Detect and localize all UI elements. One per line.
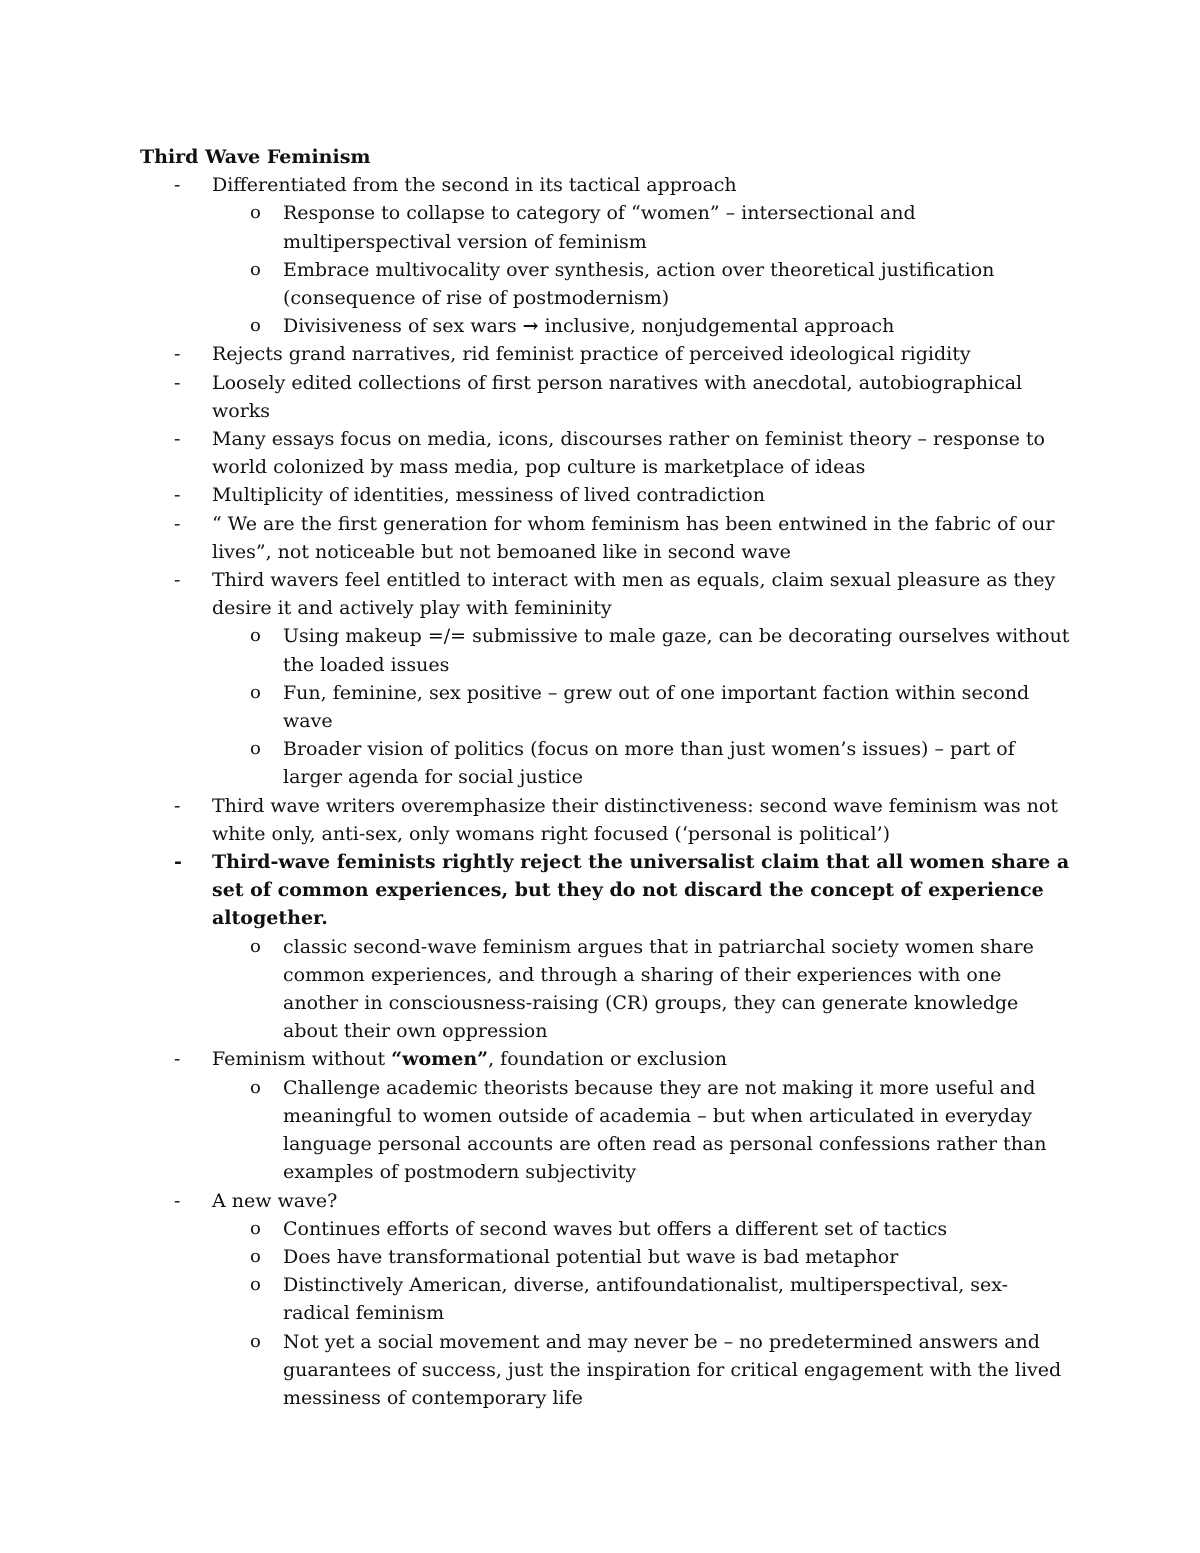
dash-marker: -: [174, 512, 181, 535]
sub-bullet-list: [212, 1074, 1070, 1187]
bullet-text: “ We are the first generation for whom feminism has been entwined in the fabric of our lives”, not noticeable but not bemoaned like in second wave: [212, 512, 1055, 563]
dash-marker: -: [174, 343, 181, 366]
circle-marker: o: [250, 1274, 261, 1296]
circle-marker: o: [250, 1076, 261, 1098]
dash-marker: -: [174, 428, 181, 451]
sub-bullet-list: [212, 933, 1070, 1046]
dash-marker: -: [174, 794, 181, 817]
bullet-item: [140, 566, 1070, 792]
sub-bullet-item: [212, 1215, 1070, 1243]
bullet-text-bold: Third-wave feminists rightly reject the universalist claim that all women share a set of common experiences, but they do not discard the concept of experience altogether.: [212, 851, 1070, 930]
sub-bullet-item: [212, 1243, 1070, 1271]
circle-marker: o: [250, 202, 261, 224]
sub-bullet-text: Broader vision of politics (focus on more than just women’s issues) – part of larger agenda for social justice: [283, 738, 1015, 789]
sub-bullet-item: [212, 1074, 1070, 1187]
bullet-item: [140, 792, 1070, 848]
bullet-text: Third wave writers overemphasize their distinctiveness: second wave feminism was not white only, anti-sex, only womans right focused (‘personal is political’): [212, 794, 1058, 845]
circle-marker: o: [250, 681, 261, 703]
bullet-text: Loosely edited collections of first person naratives with anecdotal, autobiographical works: [212, 371, 1023, 422]
sub-bullet-text: Continues efforts of second waves but offers a different set of tactics: [283, 1217, 948, 1240]
bullet-text-start: Feminism without: [212, 1048, 392, 1071]
sub-bullet-text: Fun, feminine, sex positive – grew out of one important faction within second wave: [283, 681, 1030, 733]
circle-marker: o: [250, 258, 261, 280]
sub-bullet-item: [212, 199, 1070, 255]
circle-marker: o: [250, 1330, 261, 1352]
bullet-item: [140, 425, 1070, 481]
main-bullet-list: [140, 171, 1070, 1412]
sub-bullet-text-start: Divisiveness of sex wars: [283, 315, 523, 338]
sub-bullet-item: [212, 312, 1070, 340]
sub-bullet-item: [212, 1271, 1070, 1327]
sub-bullet-text: classic second-wave feminism argues that in patriarchal society women share common experiences, and through a sharing of their experiences with one another in consciousness-raising (CR) groups, they can generate knowledge about their own oppression: [283, 935, 1034, 1043]
bullet-item: [140, 369, 1070, 425]
sub-bullet-list: [212, 1215, 1070, 1412]
sub-bullet-list: [212, 622, 1070, 791]
bullet-item-bold: [140, 848, 1070, 1045]
dash-marker: -: [174, 1189, 181, 1212]
bullet-text-bold-word: “women”: [391, 1048, 489, 1071]
sub-bullet-text: Response to collapse to category of “women” – intersectional and multiperspectival version of feminism: [283, 202, 916, 253]
dash-marker: -: [174, 851, 182, 874]
sub-bullet-text: Distinctively American, diverse, antifoundationalist, multiperspectival, sex-radical feminism: [283, 1274, 1009, 1325]
sub-bullet-text: Does have transformational potential but wave is bad metaphor: [283, 1245, 899, 1268]
sub-bullet-item: [212, 679, 1070, 735]
sub-bullet-item: [212, 933, 1070, 1046]
sub-bullet-text: Embrace multivocality over synthesis, action over theoretical justification (consequence of rise of postmodernism): [283, 258, 995, 309]
bullet-item: [140, 481, 1070, 509]
bullet-text: Rejects grand narratives, rid feminist practice of perceived ideological rigidity: [212, 343, 971, 366]
bullet-item: [140, 340, 1070, 368]
dash-marker: -: [174, 1048, 181, 1071]
sub-bullet-item: [212, 622, 1070, 678]
bullet-text: A new wave?: [212, 1189, 338, 1212]
circle-marker: o: [250, 1217, 261, 1239]
bullet-item: [140, 1045, 1070, 1186]
sub-bullet-text: Not yet a social movement and may never be – no predetermined answers and guarantees of success, just the inspiration for critical engagement with the lived messiness of contemporary life: [283, 1330, 1062, 1409]
document-body: [140, 143, 1070, 1412]
dash-marker: -: [174, 174, 181, 197]
bullet-text: Multiplicity of identities, messiness of lived contradiction: [212, 484, 765, 507]
circle-marker: o: [250, 625, 261, 647]
sub-bullet-list: [212, 199, 1070, 340]
dash-marker: -: [174, 371, 181, 394]
right-arrow-icon: →: [522, 315, 539, 338]
dash-marker: -: [174, 569, 181, 592]
document-title: Third Wave Feminism: [140, 146, 371, 168]
circle-marker: o: [250, 738, 261, 760]
sub-bullet-text-end: inclusive, nonjudgemental approach: [538, 315, 895, 338]
bullet-item: [140, 171, 1070, 340]
sub-bullet-text: Using makeup =/= submissive to male gaze, can be decorating ourselves without the loaded issues: [283, 625, 1070, 676]
bullet-item: [140, 510, 1070, 566]
sub-bullet-item: [212, 1328, 1070, 1413]
sub-bullet-item: [212, 256, 1070, 312]
sub-bullet-item: [212, 735, 1070, 791]
bullet-item: [140, 1187, 1070, 1413]
circle-marker: o: [250, 935, 261, 957]
bullet-text: Third wavers feel entitled to interact with men as equals, claim sexual pleasure as they desire it and actively play with femininity: [212, 569, 1056, 620]
circle-marker: o: [250, 1245, 261, 1267]
sub-bullet-text: Challenge academic theorists because they are not making it more useful and meaningful to women outside of academia – but when articulated in everyday language personal accounts are often read as personal confessions rather than examples of postmodern subjectivity: [283, 1076, 1047, 1184]
dash-marker: -: [174, 484, 181, 507]
bullet-text-end: , foundation or exclusion: [488, 1048, 727, 1071]
bullet-text: Differentiated from the second in its tactical approach: [212, 174, 737, 197]
circle-marker: o: [250, 315, 261, 337]
bullet-text: Many essays focus on media, icons, discourses rather on feminist theory – response to world colonized by mass media, pop culture is marketplace of ideas: [212, 428, 1045, 479]
